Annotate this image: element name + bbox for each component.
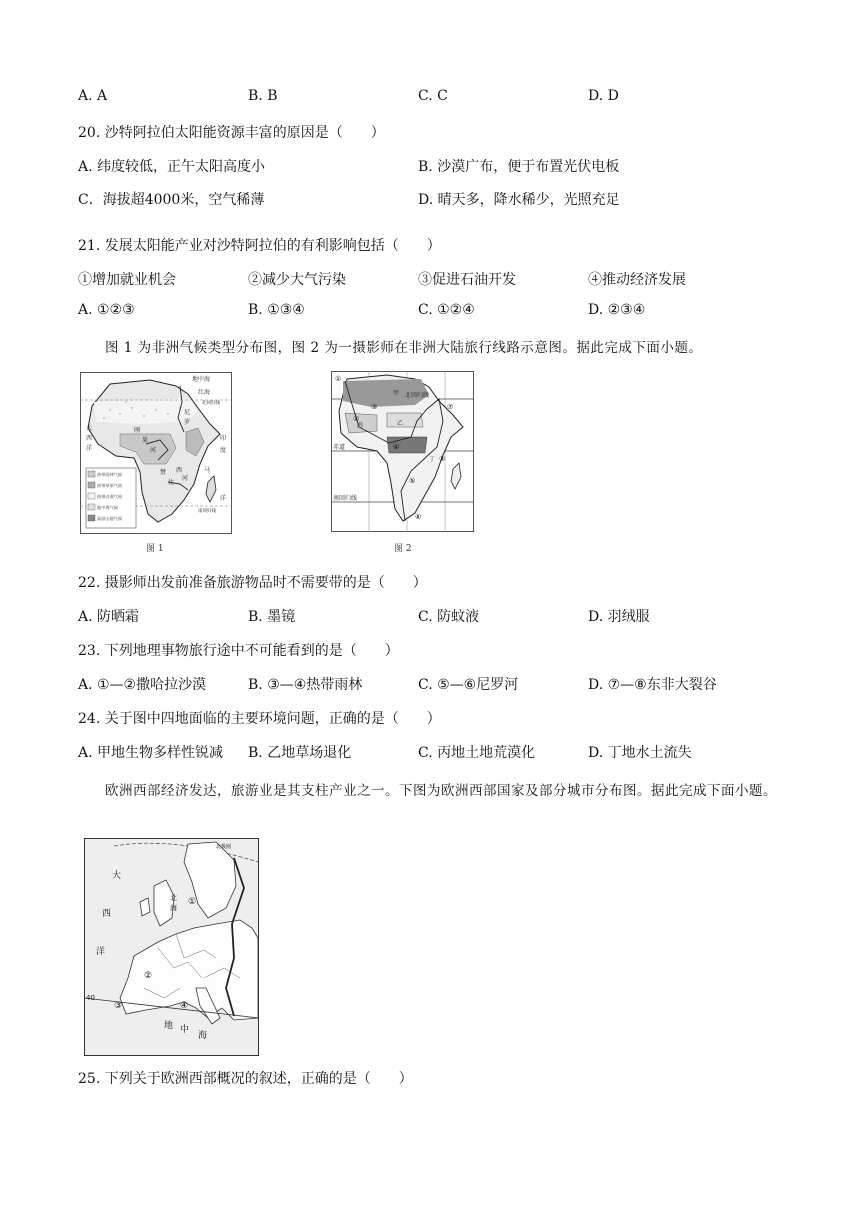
fig2-label-jia: 甲 — [393, 390, 400, 397]
intro-africa: 图 1 为非洲气候类型分布图，图 2 为一摄影师在非洲大陆旅行线路示意图。据此完成下面小题。 — [105, 340, 703, 356]
fig1-label-he2: 河 — [182, 475, 189, 482]
fig1-legend-3: 热带沙漠气候 — [97, 494, 123, 499]
q21-item-4: ④推动经济发展 — [588, 272, 686, 288]
fig1-label-xi: 西 — [86, 435, 93, 442]
fig2-label-tropic-cancer: 北回归线 — [405, 392, 430, 399]
fig3-label-zhong: 中 — [180, 1025, 190, 1035]
fig3-label-bei: 北 — [170, 894, 177, 902]
fig3-marker-1: ① — [188, 897, 197, 907]
fig3-label-hai: 海 — [170, 904, 177, 912]
fig1-label-he: 河 — [150, 447, 157, 454]
fig2-label-equator: 赤道 — [333, 444, 346, 451]
q22-option-d: D. 羽绒服 — [588, 609, 650, 625]
q23-options — [78, 674, 758, 694]
fig2-marker-5: ⑤ — [409, 477, 416, 485]
fig1-label-tropic-capricorn: 南回归线 — [198, 509, 216, 514]
fig1-label-du: 度 — [220, 447, 227, 454]
fig2-marker-7: ⑦ — [447, 403, 454, 411]
q23-option-c: C. ⑤—⑥尼罗河 — [418, 677, 519, 693]
fig1-label-ni: 尼 — [184, 409, 191, 416]
fig1-legend-4: 地中海气候 — [97, 505, 118, 510]
q24-option-a: A. 甲地生物多样性锐减 — [78, 745, 224, 761]
fig1-legend-5: 高原山地气候 — [97, 516, 123, 521]
fig1-label-red-sea: 红海 — [198, 389, 211, 396]
q20-options-row1 — [78, 156, 758, 176]
fig1-label-ma: 马 — [204, 467, 211, 474]
q19-option-c: C. C — [418, 88, 448, 104]
fig1-label-guo: 果 — [142, 437, 149, 444]
figure-3-europe-map — [84, 838, 259, 1056]
fig1-legend-1: 热带雨林气候 — [97, 472, 123, 477]
q23-option-a: A. ①—②撒哈拉沙漠 — [78, 677, 207, 693]
fig1-label-mediterranean: 地中海 — [192, 376, 211, 383]
fig1-label-yang2: 洋 — [220, 495, 227, 502]
q23-option-d: D. ⑦—⑧东非大裂谷 — [588, 677, 717, 693]
fig3-marker-2: ② — [144, 971, 153, 981]
q21-stem: 21. 发展太阳能产业对沙特阿拉伯的有利影响包括（ ） — [78, 238, 441, 254]
fig2-label-yi: 乙 — [397, 420, 404, 427]
q24-options — [78, 742, 758, 762]
q21-option-c: C. ①②④ — [418, 302, 475, 318]
q20-option-d: D. 晴天多，降水稀少，光照充足 — [418, 192, 620, 208]
q21-item-2: ②减少大气污染 — [248, 272, 346, 288]
figure-2-caption: 图 2 — [394, 544, 412, 554]
q21-items — [78, 269, 758, 289]
q20-stem: 20. 沙特阿拉伯太阳能资源丰富的原因是（ ） — [78, 125, 385, 141]
q22-stem: 22. 摄影师出发前准备旅游物品时不需要带的是（ ） — [78, 575, 427, 591]
fig3-label-yang: 洋 — [96, 947, 106, 957]
q24-option-b: B. 乙地草场退化 — [248, 745, 352, 761]
figure-1-caption: 图 1 — [146, 544, 164, 554]
q19-option-b: B. B — [248, 88, 278, 104]
q22-option-c: C. 防蚊液 — [418, 609, 480, 625]
fig2-marker-1: ① — [335, 375, 342, 383]
fig1-label-zan: 赞 — [160, 469, 167, 476]
fig3-label-di: 地 — [164, 1021, 174, 1031]
fig1-label-da: 大 — [86, 425, 93, 432]
fig2-marker-3: ③ — [371, 403, 378, 411]
q23-option-b: B. ③—④热带雨林 — [248, 677, 363, 693]
fig3-label-40: 40 — [86, 994, 95, 1002]
q22-option-b: B. 墨镜 — [248, 609, 296, 625]
q22-option-a: A. 防晒霜 — [78, 609, 140, 625]
q21-item-3: ③促进石油开发 — [418, 272, 516, 288]
q19-option-a: A. A — [78, 88, 108, 104]
fig1-label-yang: 洋 — [86, 445, 93, 452]
q20-option-c: C．海拔超4000米，空气稀薄 — [78, 192, 265, 208]
fig2-label-tropic-capricorn: 南回归线 — [333, 495, 358, 502]
fig3-label-xi: 西 — [102, 909, 112, 919]
fig3-marker-3: ③ — [114, 1001, 123, 1011]
q21-item-1: ①增加就业机会 — [78, 272, 176, 288]
q21-option-b: B. ①③④ — [248, 302, 305, 318]
intro-europe: 欧洲西部经济发达，旅游业是其支柱产业之一。下图为欧洲西部国家及部分城市分布图。据此完成下面小题。 — [105, 783, 777, 799]
q19-options — [78, 88, 758, 104]
fig1-label-gang: 刚 — [134, 427, 141, 434]
fig1-label-yin: 印 — [220, 435, 227, 442]
q21-option-a: A. ①②③ — [78, 302, 135, 318]
q24-option-c: C. 丙地土地荒漠化 — [418, 745, 536, 761]
q24-option-d: D. 丁地水土流失 — [588, 745, 692, 761]
fig3-marker-4: ④ — [180, 1001, 189, 1011]
fig2-label-ding: 丁 — [429, 456, 436, 463]
fig2-label-bing: 丙 — [357, 422, 364, 429]
q21-option-d: D. ②③④ — [588, 302, 646, 318]
fig3-label-arctic: 北极圈 — [216, 844, 232, 850]
fig3-label-hai2: 海 — [198, 1031, 208, 1041]
q20-option-a: A. 纬度较低，正午太阳高度小 — [78, 159, 266, 175]
fig1-label-tropic-cancer: 北回归线 — [202, 401, 220, 406]
fig1-label-luo: 罗 — [184, 419, 191, 426]
figure-2-route-map — [331, 371, 474, 532]
fig2-marker-2: ② — [353, 415, 360, 423]
fig1-label-bi: 比 — [168, 479, 175, 486]
q20-options-row2 — [78, 189, 758, 209]
fig2-marker-8: ⑧ — [439, 455, 446, 463]
q23-stem: 23. 下列地理事物旅行途中不可能看到的是（ ） — [78, 643, 399, 659]
q24-stem: 24. 关于图中四地面临的主要环境问题，正确的是（ ） — [78, 711, 441, 727]
fig2-marker-6: ⑥ — [415, 513, 422, 521]
fig2-marker-4: ④ — [393, 443, 400, 451]
fig3-label-da: 大 — [112, 871, 122, 881]
q25-stem: 25. 下列关于欧洲西部概况的叙述，正确的是（ ） — [78, 1071, 413, 1087]
q20-option-b: B. 沙漠广布，便于布置光伏电板 — [418, 159, 620, 175]
fig1-label-xi2: 西 — [176, 467, 183, 474]
figure-1-africa-climate-map — [80, 372, 232, 534]
fig1-legend-2: 热带草原气候 — [97, 483, 123, 488]
q22-options — [78, 606, 758, 626]
q21-options — [78, 302, 758, 318]
q19-option-d: D. D — [588, 88, 619, 104]
